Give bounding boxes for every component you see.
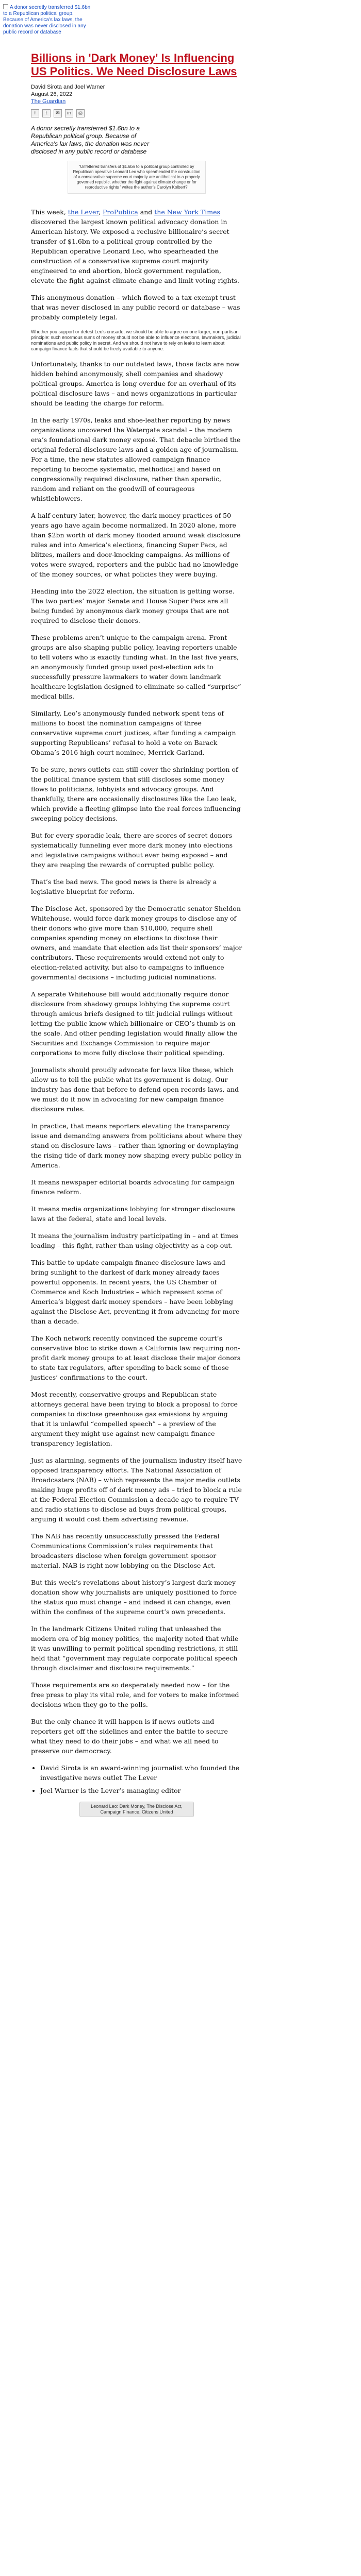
paragraph-12: A separate Whitehouse bill would additionally require donor disclosure from shadowy groups lobbying the supreme court through amicus briefs designed to tilt judicial rulings without letting the public know which billionaire or CEO’s thumb is on the scale. And other pending legislation would finally allow the Securities and Exchange Commission to require major corporations to more fully disclose their political spending. [31, 990, 238, 1057]
paragraph-24: In the landmark Citizens United ruling that unleashed the modern era of big money politics, the majority noted that while it was unwilling to permit political spending restrictions, it still held that “government may regulate corporate political speech through disclaimer and disclosure requirements.” [31, 1625, 239, 1672]
paragraph-1: This anonymous donation – which flowed to a tax-exempt trust that was never disclosed in any public record or database – was probably completely legal. [31, 294, 240, 321]
article [31, 52, 242, 1838]
paragraph-22: The NAB has recently unsuccessfully pressed the Federal Communications Commission’s rules requirements that broadcasters disclose when foreign government sponsor material. NAB is right now lobbying on the Disclose Act. [31, 1532, 220, 1569]
top-banner-text[interactable]: A donor secretly transferred $1.6bn to a Republican political group. Because of America's lax laws, the donation was never disclosed in any public record or database [3, 5, 91, 35]
aside-note: Whether you support or detest Leo's crusade, we should be able to agree on one larger, non-partisan principle: such enormous sums of money should not be able to influence elections, lawmakers, judicial nominations and public policy in secret. And we should not have to rely on leaks to learn about campaign finance facts that should be freely available to anyone. [31, 329, 241, 351]
paragraph-21: Just as alarming, segments of the journalism industry itself have opposed transparency efforts. The National Association of Broadcasters (NAB) – which represents the major media outlets making huge profits off of dark money ads – tried to block a rule at the Federal Election Commission a decade ago to require TV and radio stations to disclose ad buys from political groups, arguing it would cost them advertising revenue. [31, 1456, 242, 1523]
paragraph-7: Similarly, Leo’s anonymously funded network spent tens of millions to boost the nomination campaigns of three conservative supreme court justices, after funding a campaign supporting Republicans’ refusal to hold a vote on Barack Obama’s 2016 high court nominee, Merrick Garland. [31, 709, 236, 756]
publication-link[interactable]: The Guardian [31, 98, 66, 105]
paragraph-11: The Disclose Act, sponsored by the Democratic senator Sheldon Whitehouse, would force dark money groups to disclose any of their donors who give more than $10,000, require shell companies spending money on elections to disclose their owners, and mandate that election ads list their sponsors’ major contributors. These requirements would extend not only to election-related activity, but also to campaigns to influence governmental decisions – including judicial nominations. [31, 905, 242, 981]
paragraph-15: It means newspaper editorial boards advocating for campaign finance reform. [31, 1178, 235, 1196]
broken-image-icon [3, 4, 8, 9]
byline-date: August 26, 2022 [31, 91, 73, 97]
paragraph-5: Heading into the 2022 election, the situation is getting worse. The two parties’ major Senate and House Super Pacs are all being funded by anonymous dark money groups that are not required to disclose their donors. [31, 587, 235, 624]
share-row [31, 109, 242, 117]
byline-authors: David Sirota and Joel Warner [31, 84, 105, 90]
headline-link[interactable]: Billions in 'Dark Money' Is Influencing US Politics. We Need Disclosure Laws [31, 52, 237, 78]
paragraph-23: But this week’s revelations about history’s largest dark-money donation show why journalists are uniquely positioned to force the status quo must change – and indeed it can change, even within the confines of the supreme court’s own precedents. [31, 1579, 237, 1616]
paragraph-9: But for every sporadic leak, there are scores of secret donors systematically funneling ever more dark money into elections and legislative campaigns without ever being exposed – and they are reaping the rewards of corrupted public policy. [31, 832, 233, 869]
linkedin-icon[interactable]: in [65, 109, 73, 117]
paragraph-20: Most recently, conservative groups and Republican state attorneys general have been trying to block a proposal to force companies to disclose greenhouse gas emissions by arguing that it is unlawful “compelled speech” – a preview of the argument they might use against new campaign finance transparency legislation. [31, 1391, 238, 1447]
facebook-icon[interactable]: f [31, 109, 39, 117]
paragraph-19: The Koch network recently convinced the supreme court’s conservative bloc to strike down a California law requiring non-profit dark money groups to at least disclose their major donors to state tax regulators, after spending to back some of those justices’ confirmations to the court. [31, 1334, 241, 1381]
link-propublica[interactable]: ProPublica [102, 208, 138, 216]
paragraph-25: Those requirements are so desperately needed now – for the free press to play its vital role, and for voters to make informed decisions when they go to the polls. [31, 1681, 239, 1708]
paragraph-13: Journalists should proudly advocate for laws like these, which allow us to tell the public what its government is doing. Our industry has done that before to defend open records laws, and we must do it now in advocating for new campaign finance disclosure rules. [31, 1066, 239, 1113]
paragraph-10: That’s the bad news. The good news is there is already a legislative blueprint for reform. [31, 878, 217, 895]
bio-item: • Joel Warner is the Lever’s managing editor [40, 1786, 242, 1795]
paragraph-8: To be sure, news outlets can still cover the shrinking portion of the political finance system that still discloses some money flows to politicians, lobbyists and advocacy groups. And thankfully, there are occasionally disclosures like the Leo leak, which provide a fleeting glimpse into the real forces influencing sweeping policy decisions. [31, 766, 241, 822]
paragraph-17: It means the journalism industry participating in – and at times leading – this fight, rather than using objectivity as a cop-out. [31, 1232, 239, 1249]
twitter-icon[interactable]: t [42, 109, 51, 117]
paragraph-16: It means media organizations lobbying for stronger disclosure laws at the federal, state and local levels. [31, 1205, 235, 1223]
email-icon[interactable]: ✉ [54, 109, 62, 117]
lede-caption: A donor secretly transferred $1.6bn to a Republican political group. Because of America's lax laws, the donation was never disclosed in any public record or database [31, 125, 150, 155]
author-bios [31, 1763, 242, 1795]
paragraph-3: In the early 1970s, leaks and shoe-leather reporting by news organizations uncovered the Watergate scandal – the modern era’s foundational dark money exposé. That debacle birthed the original federal disclosure laws and a golden age of journalism. For a time, the new statutes allowed campaign finance reporting to become systematic, methodical and based on congressionally required disclosure, rather than sporadic, random and reliant on the goodwill of courageous whistleblowers. [31, 416, 241, 502]
paragraph-14: In practice, that means reporters elevating the transparency issue and demanding answers from politicians about where they stand on disclosure laws – rather than ignoring or downplaying the rising tide of dark money now shaping every public policy in America. [31, 1122, 242, 1169]
paragraph-2: Unfortunately, thanks to our outdated laws, those facts are now hidden behind anonymously, shell companies and shadowy political groups. America is long overdue for an overhaul of its political disclosure laws – and news organizations in particular should be leading the charge for reform. [31, 360, 240, 407]
pullquote: ‘Unfettered transfers of $1.6bn to a political group controlled by Republican operative Leonard Leo who spearheaded the construction of a conservative supreme court majority are antithetical to a properly governed republic, whether the fight against climate change or for reproductive rights ’ writes the author’s Carolyn Kolbert?’ [68, 161, 206, 194]
paragraph-0: This week, the Lever, ProPublica and the New York Times discovered the largest known political advocacy donation in American history. We exposed a reclusive billionaire’s secret transfer of $1.6bn to a political group controlled by the Republican operative Leonard Leo, who spearheaded the construction of a conservative supreme court majority engineered to end abortion, block government regulation, elevate the fight against climate change and limit voting rights. [31, 208, 239, 284]
top-banner[interactable] [3, 4, 91, 36]
related-topics-button[interactable]: Leonard Leo: Dark Money, The Disclose Act, Campaign Finance, Citizens United [79, 1802, 194, 1817]
byline [31, 83, 242, 105]
link-nyt[interactable]: the New York Times [154, 208, 220, 216]
paragraph-4: A half-century later, however, the dark money practices of 50 years ago have again become normalized. In 2020 alone, more than $2bn worth of dark money flooded around weak disclosure rules and into America’s elections, financing Super Pacs, ad blitzes, mailers and door-knocking campaigns. As millions of votes were swayed, reporters and the public had no knowledge of the money sources, or what policies they were buying. [31, 512, 241, 578]
print-icon[interactable]: ⎙ [76, 109, 85, 117]
paragraph-18: This battle to update campaign finance disclosure laws and bring sunlight to the darkest of dark money already faces powerful opponents. In recent years, the US Chamber of Commerce and Koch Industries – which represent some of America’s biggest dark money spenders – have been lobbying against the Disclose Act, preventing it from advancing for more than a decade. [31, 1259, 240, 1325]
paragraph-6: These problems aren’t unique to the campaign arena. Front groups are also shaping public policy, leaving reporters unable to tell voters who is exactly funding what. In the last five years, an anonymously funded group used post-election ads to successfully pressure lawmakers to water down landmark healthcare legislation designed to eliminate so-called “surprise” medical bills. [31, 634, 241, 700]
link-the-lever[interactable]: the Lever [68, 208, 99, 216]
paragraph-26: But the only chance it will happen is if news outlets and reporters get off the sidelines and enter the battle to secure what they need to do their jobs – and what we all need to preserve our democracy. [31, 1718, 228, 1755]
bio-item: • David Sirota is an award-winning journalist who founded the investigative news outlet The Lever [40, 1763, 242, 1783]
